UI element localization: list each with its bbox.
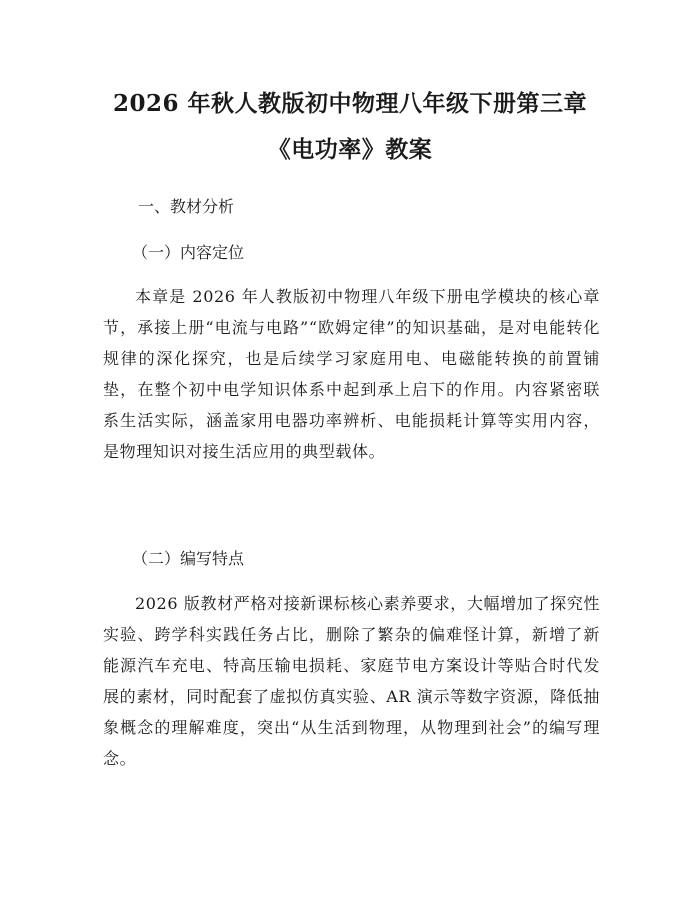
section-heading-textbook-analysis: 一、教材分析 (138, 197, 235, 216)
document-title-line-2: 《电功率》教案 (267, 136, 433, 163)
subsection-heading-writing-features: （二）编写特点 (132, 549, 245, 568)
paragraph-content-positioning: 本章是 2026 年人教版初中物理八年级下册电学模块的核心章节，承接上册“电流与电路”“欧姆定律”的知识基础，是对电能转化规律的深化探究，也是后续学习家庭用电、电磁能转换的前置铺垫，在整个初中电学知识体系中起到承上启下的作用。内容紧密联系生活实际，涵盖家用电器功率辨析、电能损耗计算等实用内容，是物理知识对接生活应用的典型载体。 (103, 287, 600, 461)
document-title-line-1: 2026 年秋人教版初中物理八年级下册第三章 (112, 90, 588, 117)
subsection-heading-content-positioning: （一）内容定位 (132, 243, 245, 262)
paragraph-writing-features: 2026 版教材严格对接新课标核心素养要求，大幅增加了探究性实验、跨学科实践任务占比，删除了繁杂的偏难怪计算，新增了新能源汽车充电、特高压输电损耗、家庭节电方案设计等贴合时代发展的素材，同时配套了虚拟仿真实验、AR 演示等数字资源，降低抽象概念的理解难度，突出“从生活到物理，从物理到社会”的编写理念。 (103, 594, 600, 768)
